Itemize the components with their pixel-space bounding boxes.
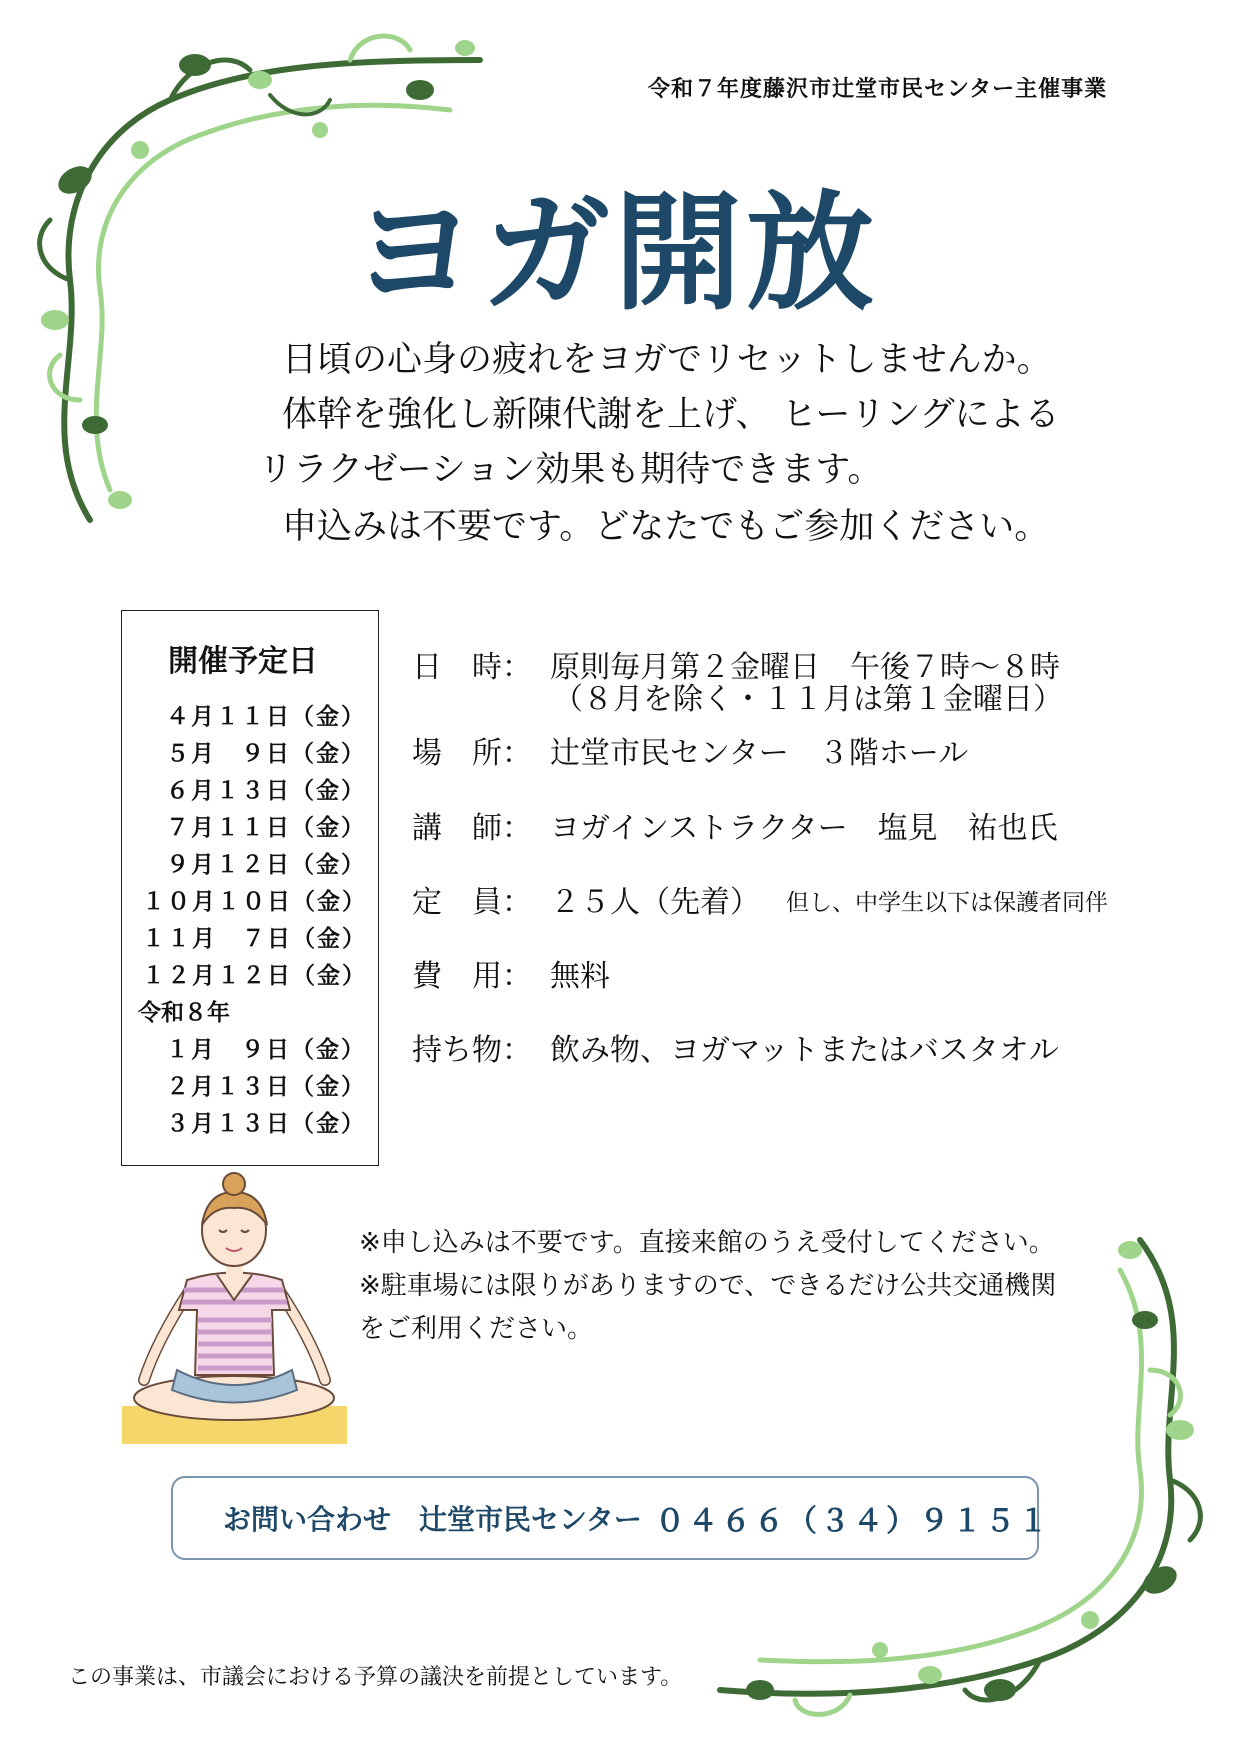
schedule-date: １０月１０日（金） bbox=[142, 889, 367, 915]
bring-label: 持ち物： bbox=[412, 1033, 532, 1068]
intro-line-4: 申込みは不要です。どなたでもご参加ください。 bbox=[282, 507, 1050, 547]
page-title bbox=[0, 150, 1240, 334]
page-title-text: ヨガ開放 bbox=[349, 179, 878, 328]
bring-value: 飲み物、ヨガマットまたはバスタオル bbox=[550, 1033, 1059, 1068]
datetime-label: 日 時： bbox=[412, 650, 532, 685]
schedule-date: ９月１２日（金） bbox=[166, 852, 366, 878]
schedule-date: ７月１１日（金） bbox=[166, 815, 366, 841]
intro-line-2: 体幹を強化し新陳代謝を上げ、 ヒーリングによる bbox=[282, 395, 1060, 435]
schedule-title: 開催予定日 bbox=[168, 644, 318, 679]
fee-value: 無料 bbox=[550, 959, 610, 994]
capacity-value: ２５人（先着） bbox=[550, 885, 760, 920]
capacity-label: 定 員： bbox=[412, 885, 532, 920]
capacity-note: 但し、中学生以下は保護者同伴 bbox=[786, 890, 1108, 916]
schedule-date: １１月 ７日（金） bbox=[142, 926, 367, 952]
datetime-note: （８月を除く・１１月は第１金曜日） bbox=[553, 682, 1063, 717]
schedule-date: ６月１３日（金） bbox=[166, 778, 366, 804]
note-line-1: ※申し込みは不要です。直接来館のうえ受付してください。 bbox=[359, 1228, 1055, 1258]
note-line-2: ※駐車場には限りがありますので、できるだけ公共交通機関 bbox=[359, 1271, 1057, 1301]
sponsor-text: 令和７年度藤沢市辻堂市民センター主催事業 bbox=[648, 77, 1108, 102]
schedule-date: ４月１１日（金） bbox=[166, 704, 366, 730]
intro-line-1: 日頃の心身の疲れをヨガでリセットしませんか。 bbox=[282, 340, 1052, 380]
fee-label: 費 用： bbox=[412, 959, 532, 994]
footer-disclaimer: この事業は、市議会における予算の議決を前提としています。 bbox=[68, 1665, 683, 1690]
place-label: 場 所： bbox=[412, 736, 532, 771]
schedule-date: ５月 ９日（金） bbox=[166, 741, 366, 767]
schedule-date: １２月１２日（金） bbox=[142, 963, 367, 989]
note-line-3: をご利用ください。 bbox=[359, 1314, 594, 1344]
schedule-date: １月 ９日（金） bbox=[166, 1037, 366, 1063]
contact-label: お問い合わせ 辻堂市民センター bbox=[223, 1503, 642, 1536]
schedule-date: ２月１３日（金） bbox=[166, 1074, 366, 1100]
place-value: 辻堂市民センター ３階ホール bbox=[550, 736, 969, 771]
contact-phone[interactable]: ０４６６（３４）９１５１ bbox=[655, 1504, 1051, 1539]
instructor-label: 講 師： bbox=[412, 811, 532, 846]
instructor-value: ヨガインストラクター 塩見 祐也氏 bbox=[550, 811, 1058, 846]
intro-line-3: リラクゼーション効果も期待できます。 bbox=[258, 450, 883, 490]
yoga-woman-illustration bbox=[122, 1170, 347, 1445]
schedule-date: ３月１３日（金） bbox=[166, 1111, 366, 1137]
schedule-year-label: 令和８年 bbox=[138, 1000, 230, 1026]
datetime-value: 原則毎月第２金曜日 午後７時～８時 bbox=[550, 650, 1060, 685]
